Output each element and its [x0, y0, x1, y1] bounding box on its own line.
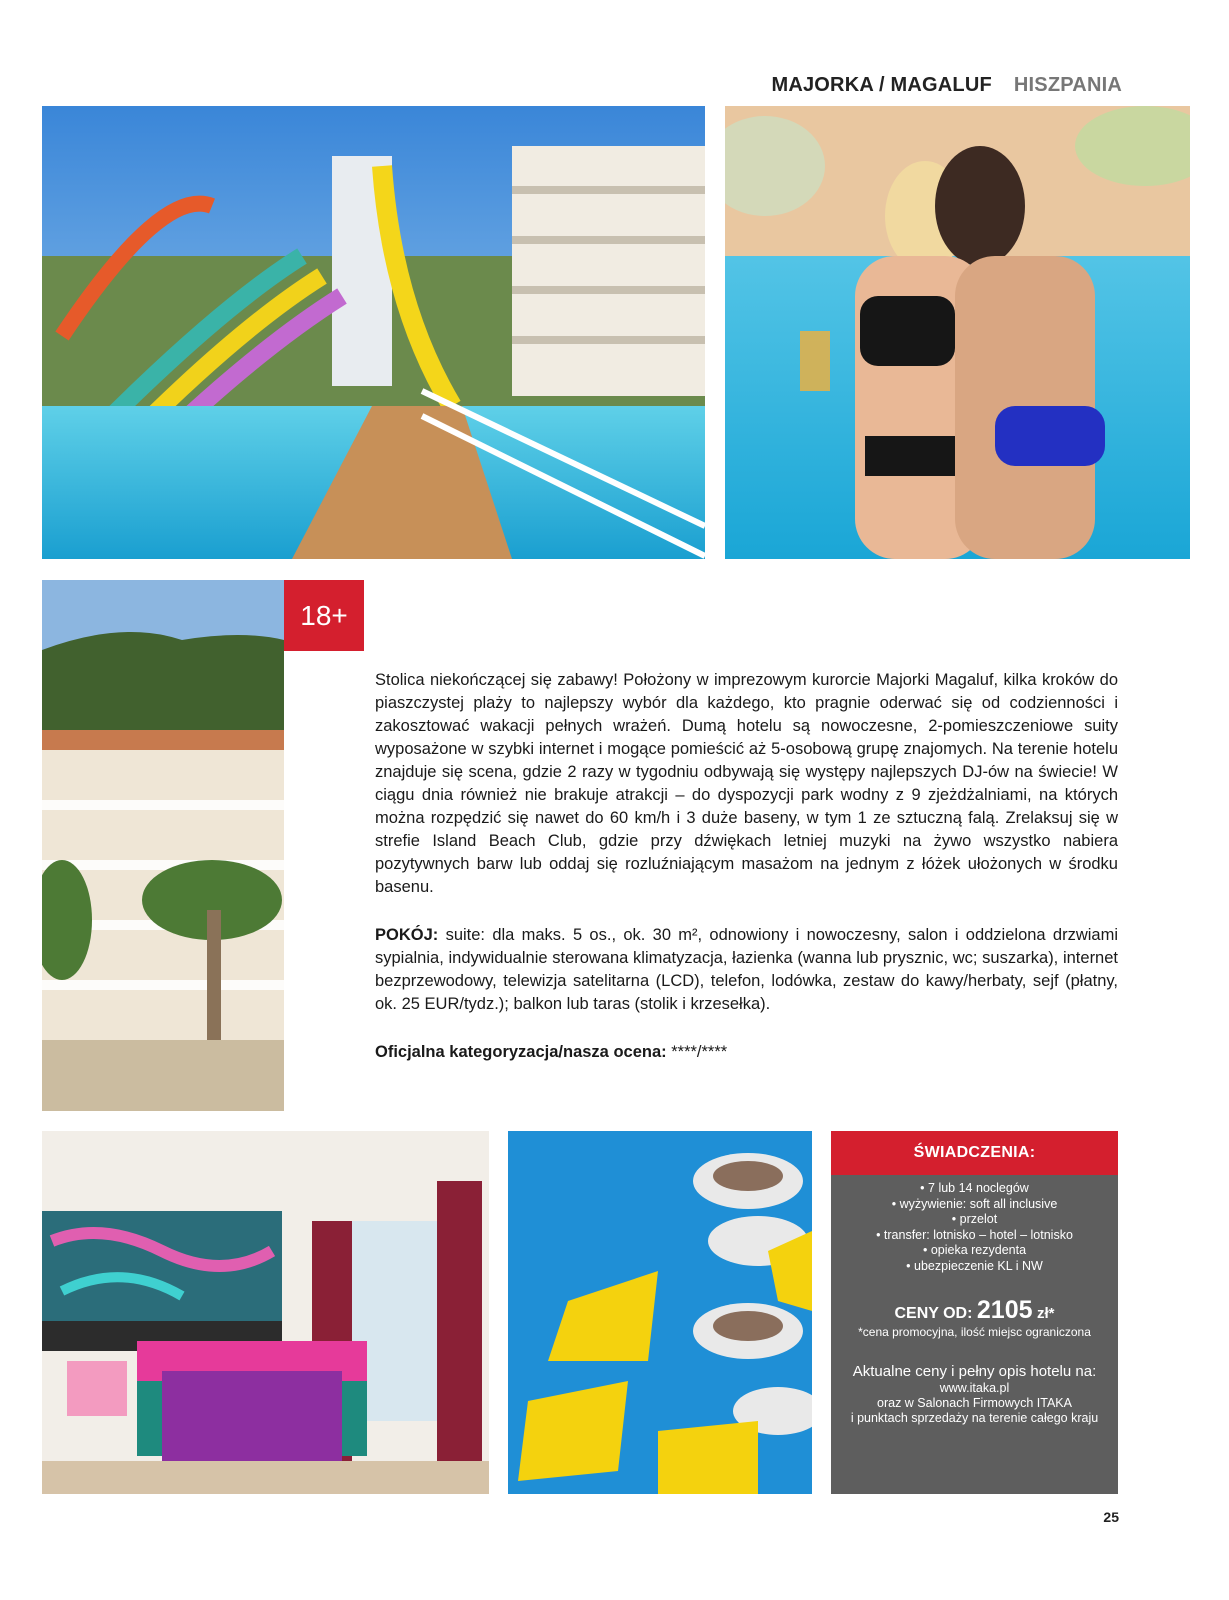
benefits-box — [831, 1131, 1118, 1494]
benefit-item: • przelot — [831, 1212, 1118, 1228]
price-value: 2105 — [976, 1296, 1033, 1324]
destination-region: MAJORKA / MAGALUF — [771, 73, 992, 96]
hotel-description: Stolica niekończącej się zabawy! Położony w imprezowym kurorcie Majorki Magaluf, kilka kroków do piaszczystej plaży to najlepszy wybór dla każdego, kto pragnie oderwać się od codzienności i zakosztować wakacji pełnych wrażeń. Dumą hotelu są nowoczesne, 2-pomieszczeniowe suity wyposażone w szybki internet i mogące pomieścić aż 5-osobową grupę znajomych. Na terenie hotelu znajduje się scena, gdzie 2 razy w tygodniu odbywają się występy najlepszych DJ-ów na świecie! W ciągu dnia również nie brakuje atrakcji – do dyspozycji park wodny z 9 zjeżdżalniami, na których można rozpędzić się nawet do 60 km/h i 3 duże baseny, w tym 1 ze sztuczną falą. Zrelaksuj się w strefie Island Beach Club, gdzie przy dźwiękach letniej muzyki na żywo wszystko nabiera pozytywnych barw lub oddaj się rozluźniającym masażom na jednym z łóżek ułożonych w środku basenu. — [375, 671, 1118, 896]
benefits-title: ŚWIADCZENIA: — [831, 1131, 1118, 1175]
benefits-list — [831, 1175, 1118, 1274]
benefit-item: • transfer: lotnisko – hotel – lotnisko — [831, 1228, 1118, 1244]
bedroom-photo — [42, 1131, 489, 1494]
adults-only-badge: 18+ — [284, 580, 364, 651]
hotel-building-photo — [42, 580, 284, 1111]
waterpark-photo — [42, 106, 705, 559]
benefit-item: • ubezpieczenie KL i NW — [831, 1259, 1118, 1275]
price-currency: zł* — [1036, 1305, 1055, 1322]
benefit-item: • 7 lub 14 noclegów — [831, 1181, 1118, 1197]
umbrellas-photo — [508, 1131, 812, 1494]
room-text: suite: dla maks. 5 os., ok. 30 m², odnowiony i nowoczesny, salon i oddzielona drzwiami sypialnia, indywidualnie sterowana klimatyzacja, łazienka (wanna lub prysznic, wc; suszarka), internet bezprzewodowy, telewizja satelitarna (LCD), telefon, lodówka, zestaw do kawy/herbaty, sejf (płatny, ok. 25 EUR/tydz.); balkon lub taras (stolik i krzesełka). — [375, 926, 1118, 1013]
benefit-item: • opieka rezydenta — [831, 1243, 1118, 1259]
room-label: POKÓJ: — [375, 926, 439, 944]
info-website: www.itaka.pl — [939, 1381, 1010, 1395]
info-line: oraz w Salonach Firmowych ITAKA — [877, 1396, 1072, 1410]
price-row — [831, 1296, 1118, 1325]
destination-country: HISZPANIA — [1013, 73, 1122, 96]
room-details — [375, 924, 1118, 1016]
info-line: i punktach sprzedaży na terenie całego kraju — [850, 1411, 1099, 1425]
page-number: 25 — [1103, 1509, 1119, 1525]
rating-label: Oficjalna kategoryzacja/nasza ocena: — [375, 1043, 667, 1061]
info-title: Aktualne ceny i pełny opis hotelu na: — [852, 1363, 1097, 1380]
rating-line — [375, 1041, 1118, 1064]
rating-value: ****/**** — [666, 1043, 728, 1061]
pool-party-photo — [725, 106, 1190, 559]
promo-note: *cena promocyjna, ilość miejsc ograniczona — [858, 1325, 1091, 1339]
price-label: CENY OD: — [894, 1305, 973, 1322]
benefit-item: • wyżywienie: soft all inclusive — [831, 1197, 1118, 1213]
page-header — [771, 70, 1122, 100]
info-block — [831, 1363, 1118, 1426]
